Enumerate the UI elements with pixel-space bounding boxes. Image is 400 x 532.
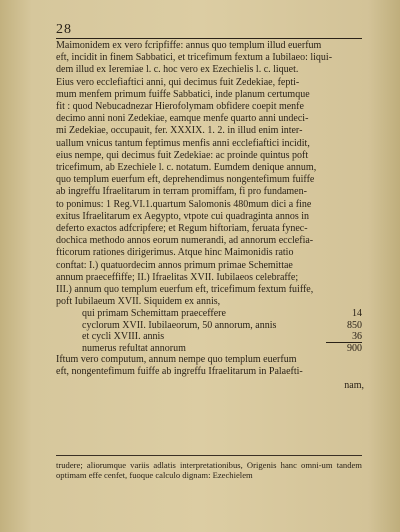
text-line: ab ingreffu Ifraelitarum in terram promiffam, fi pro fundamen-: [56, 186, 307, 198]
table-row: [82, 331, 362, 342]
catchword: nam,: [344, 379, 364, 391]
text-line: mi Zedekiae, occupauit, fer. XXXIX. 1. 2. in illud enim inter-: [56, 125, 303, 137]
text-line: dochica methodo annos eorum numerandi, ad annorum ecclefia-: [56, 235, 314, 247]
text-line: III.) annum quo templum euerfum eft, tricefimum fextum fuiffe,: [56, 284, 314, 296]
text-line: Eius vero ecclefiaftici anni, qui decimus fuit Zedekiae, fepti-: [56, 76, 300, 88]
page-number: 28: [56, 22, 72, 37]
text-line: to ponimus: 1 Reg.VI.1.quartum Salomonis 480mum dici a fine: [56, 198, 312, 210]
text-line: uallum vnicus tantum feptimus menfis anni ecclefiaftici incidit,: [56, 137, 310, 149]
text-line: Maimonidem ex vero fcripfiffe: annus quo templum illud euerfum: [56, 40, 322, 51]
text-line: eft, nongentefimum fuiffe ab ingreffu Ifraelitarum in Palaefti-: [56, 366, 303, 378]
text-line: decimo anni noni Zedekiae, eamque menfe quarto anni undeci-: [56, 113, 309, 125]
text-line: tricefimum, ab Ezechiele l. c. notatum. Eumdem denique annum,: [56, 162, 317, 174]
row-label: numerus refultat annorum: [82, 343, 186, 355]
text-line: annum praeceffiffe; II.) Ifraelitas XVII. Iubilaeos celebraffe;: [56, 271, 299, 283]
row-value: 14: [352, 308, 362, 320]
text-line: eius nempe, qui decimus fuit Zedekiae: ac proinde quintus poft: [56, 149, 309, 161]
row-value: 850: [347, 319, 362, 331]
table-row: [82, 320, 362, 331]
text-line: Iftum vero computum, annum nempe quo templum euerfum: [56, 354, 297, 366]
main-text: [56, 40, 364, 392]
header-rule: [56, 38, 362, 39]
row-value: 36: [352, 330, 362, 342]
year-computation-table: [82, 308, 362, 354]
footnote-rule: [56, 455, 362, 456]
row-label: cyclorum XVII. Iubilaeorum, 50 annorum, annis: [82, 319, 277, 331]
table-row: [82, 308, 362, 319]
text-line: quo templum euerfum eft, deprehendimus nongentefimum fuiffe: [56, 174, 315, 186]
text-line: eft, incidit in finem Sabbatici, et tricefimum fextum a Iubilaeo: liqui-: [56, 52, 333, 64]
text-line: deferto exactos adfcripfere; et Regum hiftoriam, feruata fynec-: [56, 223, 308, 235]
text-line: fit : quod Nebucadnezar Hierofolymam obfidere coepit menfe: [56, 101, 304, 113]
text-line: fticorum rationes dirigerimus. Atque hinc Maimonidis ratio: [56, 247, 294, 259]
row-label: qui primam Schemittam praeceffere: [82, 308, 226, 320]
table-total-row: [82, 343, 362, 354]
text-line: mum menfem primum fuiffe Sabbatici, inde planum certumque: [56, 88, 310, 100]
text-line: conftat: I.) quatuordecim annos primum primae Schemittae: [56, 259, 293, 271]
text-line: dem illud ex Ieremiae l. c. hoc vero ex Ezechielis l. c. liquet.: [56, 64, 299, 76]
text-line: exitus Ifraelitarum ex Aegypto, vtpote cui quadraginta annos in: [56, 210, 309, 222]
footnote: trudere; aliorumque variis adlatis interpretationibus, Origenis hanc omni-um tandem optimam effe cenfet, fuoque calculo dignam: Ezechielem: [56, 460, 362, 481]
row-label: et cycli XVIII. annis: [82, 330, 165, 342]
row-value: 900: [347, 343, 362, 355]
text-line: poft Iubilaeum XVII. Siquidem ex annis,: [56, 296, 221, 308]
